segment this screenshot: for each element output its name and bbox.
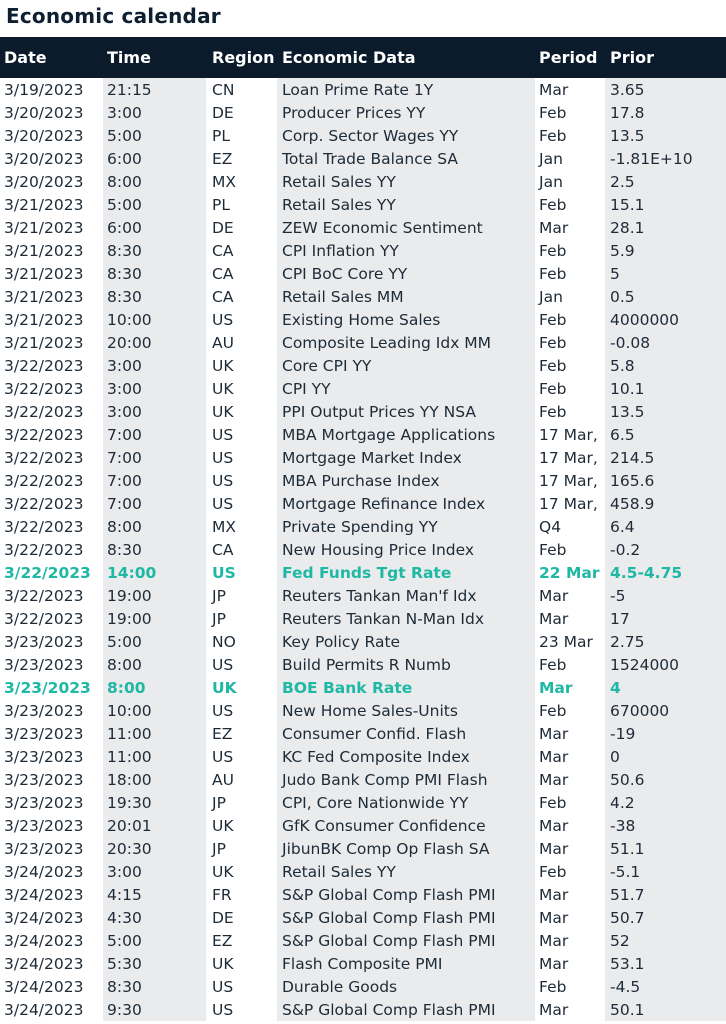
cell-region: US bbox=[212, 448, 234, 467]
cell-economic-data: New Housing Price Index bbox=[277, 538, 535, 561]
cell-region: CA bbox=[212, 241, 234, 260]
cell-period: Feb bbox=[539, 126, 567, 145]
cell-prior: 0.5 bbox=[605, 285, 726, 308]
cell-region: DE bbox=[212, 103, 234, 122]
cell-prior: 4.5-4.75 bbox=[605, 561, 726, 584]
cell-time: 8:30 bbox=[103, 538, 206, 561]
cell-date: 3/21/2023 bbox=[4, 195, 84, 214]
cell-date: 3/22/2023 bbox=[4, 448, 84, 467]
table-row-highlighted bbox=[0, 676, 726, 699]
cell-prior: 52 bbox=[605, 929, 726, 952]
cell-date: 3/21/2023 bbox=[4, 218, 84, 237]
cell-economic-data: Total Trade Balance SA bbox=[277, 147, 535, 170]
cell-date: 3/23/2023 bbox=[4, 701, 84, 720]
cell-prior: 458.9 bbox=[605, 492, 726, 515]
cell-region: UK bbox=[212, 402, 234, 421]
table-row bbox=[0, 147, 726, 170]
cell-region: US bbox=[212, 471, 234, 490]
cell-prior: 50.7 bbox=[605, 906, 726, 929]
cell-time: 20:00 bbox=[103, 331, 206, 354]
cell-region: UK bbox=[212, 862, 234, 881]
cell-economic-data: S&P Global Comp Flash PMI bbox=[277, 906, 535, 929]
cell-economic-data: Retail Sales MM bbox=[277, 285, 535, 308]
cell-time: 8:00 bbox=[103, 170, 206, 193]
cell-date: 3/24/2023 bbox=[4, 954, 84, 973]
cell-date: 3/22/2023 bbox=[4, 425, 84, 444]
cell-period: Q4 bbox=[539, 517, 562, 536]
cell-region: US bbox=[212, 747, 234, 766]
cell-economic-data: Private Spending YY bbox=[277, 515, 535, 538]
cell-time: 20:01 bbox=[103, 814, 206, 837]
cell-date: 3/22/2023 bbox=[4, 517, 84, 536]
cell-period: Jan bbox=[539, 149, 563, 168]
table-row bbox=[0, 906, 726, 929]
cell-date: 3/21/2023 bbox=[4, 310, 84, 329]
table-row bbox=[0, 722, 726, 745]
cell-economic-data: Core CPI YY bbox=[277, 354, 535, 377]
table-row bbox=[0, 423, 726, 446]
cell-date: 3/22/2023 bbox=[4, 356, 84, 375]
cell-region: FR bbox=[212, 885, 232, 904]
economic-calendar-table bbox=[0, 37, 726, 1021]
cell-period: 17 Mar, bbox=[539, 425, 598, 444]
cell-date: 3/22/2023 bbox=[4, 609, 84, 628]
cell-prior: 50.1 bbox=[605, 998, 726, 1021]
cell-time: 14:00 bbox=[103, 561, 206, 584]
column-header-region[interactable]: Region bbox=[212, 48, 275, 67]
cell-economic-data: Durable Goods bbox=[277, 975, 535, 998]
cell-time: 19:00 bbox=[103, 607, 206, 630]
cell-date: 3/23/2023 bbox=[4, 724, 84, 743]
cell-period: Mar bbox=[539, 218, 569, 237]
cell-economic-data: MBA Mortgage Applications bbox=[277, 423, 535, 446]
cell-time: 21:15 bbox=[103, 78, 206, 101]
cell-time: 20:30 bbox=[103, 837, 206, 860]
page-title: Economic calendar bbox=[6, 4, 221, 28]
cell-economic-data: PPI Output Prices YY NSA bbox=[277, 400, 535, 423]
cell-period: 17 Mar, bbox=[539, 471, 598, 490]
cell-prior: 4.2 bbox=[605, 791, 726, 814]
cell-economic-data: CPI Inflation YY bbox=[277, 239, 535, 262]
table-row bbox=[0, 239, 726, 262]
cell-region: DE bbox=[212, 218, 234, 237]
cell-region: US bbox=[212, 977, 234, 996]
cell-economic-data: CPI BoC Core YY bbox=[277, 262, 535, 285]
cell-period: Feb bbox=[539, 701, 567, 720]
cell-economic-data: Key Policy Rate bbox=[277, 630, 535, 653]
cell-region: US bbox=[212, 425, 234, 444]
cell-economic-data: Composite Leading Idx MM bbox=[277, 331, 535, 354]
cell-prior: 53.1 bbox=[605, 952, 726, 975]
cell-period: Feb bbox=[539, 862, 567, 881]
cell-region: PL bbox=[212, 195, 230, 214]
table-row bbox=[0, 929, 726, 952]
table-row bbox=[0, 354, 726, 377]
cell-period: 17 Mar, bbox=[539, 448, 598, 467]
cell-date: 3/22/2023 bbox=[4, 494, 84, 513]
table-row bbox=[0, 170, 726, 193]
cell-economic-data: S&P Global Comp Flash PMI bbox=[277, 883, 535, 906]
cell-time: 11:00 bbox=[103, 745, 206, 768]
column-header-period[interactable]: Period bbox=[539, 48, 598, 67]
cell-date: 3/24/2023 bbox=[4, 885, 84, 904]
cell-time: 7:00 bbox=[103, 492, 206, 515]
cell-period: Mar bbox=[539, 908, 569, 927]
table-row bbox=[0, 400, 726, 423]
cell-time: 3:00 bbox=[103, 860, 206, 883]
cell-time: 8:30 bbox=[103, 262, 206, 285]
cell-economic-data: S&P Global Comp Flash PMI bbox=[277, 929, 535, 952]
cell-date: 3/21/2023 bbox=[4, 333, 84, 352]
cell-economic-data: Consumer Confid. Flash bbox=[277, 722, 535, 745]
cell-time: 8:00 bbox=[103, 653, 206, 676]
cell-prior: 51.7 bbox=[605, 883, 726, 906]
cell-region: US bbox=[212, 310, 234, 329]
cell-prior: 5.8 bbox=[605, 354, 726, 377]
cell-time: 19:30 bbox=[103, 791, 206, 814]
cell-region: PL bbox=[212, 126, 230, 145]
cell-region: UK bbox=[212, 356, 234, 375]
cell-economic-data: Producer Prices YY bbox=[277, 101, 535, 124]
cell-period: Mar bbox=[539, 954, 569, 973]
cell-period: 17 Mar, bbox=[539, 494, 598, 513]
cell-economic-data: Mortgage Refinance Index bbox=[277, 492, 535, 515]
cell-time: 3:00 bbox=[103, 101, 206, 124]
cell-time: 5:30 bbox=[103, 952, 206, 975]
cell-prior: 15.1 bbox=[605, 193, 726, 216]
table-row bbox=[0, 584, 726, 607]
cell-time: 5:00 bbox=[103, 124, 206, 147]
cell-region: JP bbox=[212, 586, 226, 605]
cell-period: Feb bbox=[539, 264, 567, 283]
cell-economic-data: S&P Global Comp Flash PMI bbox=[277, 998, 535, 1021]
cell-time: 10:00 bbox=[103, 308, 206, 331]
table-row bbox=[0, 653, 726, 676]
cell-region: UK bbox=[212, 954, 234, 973]
cell-prior: -5 bbox=[605, 584, 726, 607]
cell-region: CA bbox=[212, 540, 234, 559]
cell-period: Mar bbox=[539, 724, 569, 743]
table-row bbox=[0, 607, 726, 630]
cell-period: Feb bbox=[539, 977, 567, 996]
cell-prior: -1.81E+10 bbox=[605, 147, 726, 170]
table-row bbox=[0, 262, 726, 285]
cell-economic-data: BOE Bank Rate bbox=[277, 676, 535, 699]
cell-region: US bbox=[212, 563, 236, 582]
cell-region: EZ bbox=[212, 931, 233, 950]
cell-date: 3/23/2023 bbox=[4, 655, 84, 674]
cell-prior: 1524000 bbox=[605, 653, 726, 676]
cell-prior: 2.5 bbox=[605, 170, 726, 193]
cell-period: 23 Mar bbox=[539, 632, 593, 651]
cell-time: 6:00 bbox=[103, 216, 206, 239]
cell-prior: 17 bbox=[605, 607, 726, 630]
table-row bbox=[0, 193, 726, 216]
cell-economic-data: Fed Funds Tgt Rate bbox=[277, 561, 535, 584]
cell-date: 3/24/2023 bbox=[4, 908, 84, 927]
cell-region: AU bbox=[212, 770, 234, 789]
cell-region: EZ bbox=[212, 724, 233, 743]
cell-date: 3/22/2023 bbox=[4, 379, 84, 398]
table-row bbox=[0, 285, 726, 308]
cell-prior: 10.1 bbox=[605, 377, 726, 400]
cell-economic-data: JibunBK Comp Op Flash SA bbox=[277, 837, 535, 860]
cell-region: MX bbox=[212, 517, 236, 536]
cell-period: Feb bbox=[539, 333, 567, 352]
cell-time: 6:00 bbox=[103, 147, 206, 170]
table-row bbox=[0, 469, 726, 492]
cell-period: Mar bbox=[539, 1000, 569, 1019]
cell-economic-data: CPI YY bbox=[277, 377, 535, 400]
cell-prior: 5.9 bbox=[605, 239, 726, 262]
cell-region: UK bbox=[212, 816, 234, 835]
cell-date: 3/23/2023 bbox=[4, 632, 84, 651]
cell-period: Feb bbox=[539, 379, 567, 398]
column-header-economic-data[interactable]: Economic Data bbox=[282, 48, 416, 67]
cell-date: 3/22/2023 bbox=[4, 586, 84, 605]
cell-date: 3/24/2023 bbox=[4, 862, 84, 881]
table-row bbox=[0, 492, 726, 515]
cell-prior: 2.75 bbox=[605, 630, 726, 653]
cell-prior: 4 bbox=[605, 676, 726, 699]
cell-period: Feb bbox=[539, 241, 567, 260]
cell-date: 3/24/2023 bbox=[4, 931, 84, 950]
cell-economic-data: CPI, Core Nationwide YY bbox=[277, 791, 535, 814]
cell-date: 3/21/2023 bbox=[4, 241, 84, 260]
cell-region: CA bbox=[212, 287, 234, 306]
cell-time: 8:30 bbox=[103, 285, 206, 308]
cell-period: Feb bbox=[539, 793, 567, 812]
cell-economic-data: MBA Purchase Index bbox=[277, 469, 535, 492]
cell-economic-data: Reuters Tankan N-Man Idx bbox=[277, 607, 535, 630]
cell-date: 3/23/2023 bbox=[4, 678, 91, 697]
cell-time: 11:00 bbox=[103, 722, 206, 745]
cell-time: 19:00 bbox=[103, 584, 206, 607]
cell-period: Mar bbox=[539, 678, 573, 697]
cell-time: 5:00 bbox=[103, 193, 206, 216]
table-body bbox=[0, 78, 726, 1021]
table-row bbox=[0, 377, 726, 400]
cell-region: MX bbox=[212, 172, 236, 191]
cell-time: 3:00 bbox=[103, 400, 206, 423]
cell-prior: -4.5 bbox=[605, 975, 726, 998]
cell-time: 7:00 bbox=[103, 423, 206, 446]
cell-time: 9:30 bbox=[103, 998, 206, 1021]
cell-period: Mar bbox=[539, 80, 569, 99]
cell-time: 5:00 bbox=[103, 630, 206, 653]
table-row bbox=[0, 952, 726, 975]
cell-date: 3/23/2023 bbox=[4, 747, 84, 766]
cell-period: Mar bbox=[539, 839, 569, 858]
cell-time: 4:15 bbox=[103, 883, 206, 906]
cell-date: 3/23/2023 bbox=[4, 816, 84, 835]
cell-prior: -5.1 bbox=[605, 860, 726, 883]
cell-economic-data: Retail Sales YY bbox=[277, 170, 535, 193]
cell-time: 5:00 bbox=[103, 929, 206, 952]
table-row bbox=[0, 446, 726, 469]
table-row bbox=[0, 331, 726, 354]
cell-region: JP bbox=[212, 839, 226, 858]
cell-period: Jan bbox=[539, 287, 563, 306]
cell-period: Mar bbox=[539, 885, 569, 904]
cell-period: Mar bbox=[539, 770, 569, 789]
cell-period: Feb bbox=[539, 356, 567, 375]
cell-prior: -0.08 bbox=[605, 331, 726, 354]
cell-period: Feb bbox=[539, 310, 567, 329]
cell-prior: 51.1 bbox=[605, 837, 726, 860]
cell-period: Feb bbox=[539, 655, 567, 674]
cell-economic-data: Corp. Sector Wages YY bbox=[277, 124, 535, 147]
cell-prior: 6.4 bbox=[605, 515, 726, 538]
cell-prior: 6.5 bbox=[605, 423, 726, 446]
cell-prior: 17.8 bbox=[605, 101, 726, 124]
cell-economic-data: Loan Prime Rate 1Y bbox=[277, 78, 535, 101]
cell-region: EZ bbox=[212, 149, 233, 168]
cell-time: 3:00 bbox=[103, 377, 206, 400]
cell-economic-data: Judo Bank Comp PMI Flash bbox=[277, 768, 535, 791]
table-header bbox=[0, 37, 726, 78]
cell-date: 3/22/2023 bbox=[4, 402, 84, 421]
cell-economic-data: KC Fed Composite Index bbox=[277, 745, 535, 768]
cell-date: 3/22/2023 bbox=[4, 563, 91, 582]
cell-economic-data: Existing Home Sales bbox=[277, 308, 535, 331]
cell-economic-data: ZEW Economic Sentiment bbox=[277, 216, 535, 239]
column-header-time[interactable]: Time bbox=[107, 48, 151, 67]
cell-prior: 13.5 bbox=[605, 400, 726, 423]
cell-period: Mar bbox=[539, 816, 569, 835]
table-row bbox=[0, 768, 726, 791]
cell-prior: -19 bbox=[605, 722, 726, 745]
cell-region: US bbox=[212, 1000, 234, 1019]
table-row bbox=[0, 998, 726, 1021]
cell-date: 3/22/2023 bbox=[4, 471, 84, 490]
cell-prior: 28.1 bbox=[605, 216, 726, 239]
cell-prior: 3.65 bbox=[605, 78, 726, 101]
cell-date: 3/20/2023 bbox=[4, 126, 84, 145]
cell-period: Feb bbox=[539, 195, 567, 214]
cell-prior: 214.5 bbox=[605, 446, 726, 469]
cell-prior: -0.2 bbox=[605, 538, 726, 561]
cell-period: Mar bbox=[539, 747, 569, 766]
column-header-date[interactable]: Date bbox=[4, 48, 47, 67]
cell-date: 3/23/2023 bbox=[4, 839, 84, 858]
cell-region: US bbox=[212, 494, 234, 513]
cell-time: 7:00 bbox=[103, 469, 206, 492]
cell-economic-data: GfK Consumer Confidence bbox=[277, 814, 535, 837]
cell-prior: -38 bbox=[605, 814, 726, 837]
table-row bbox=[0, 308, 726, 331]
table-row bbox=[0, 216, 726, 239]
cell-region: CA bbox=[212, 264, 234, 283]
cell-region: DE bbox=[212, 908, 234, 927]
table-row bbox=[0, 814, 726, 837]
cell-date: 3/23/2023 bbox=[4, 770, 84, 789]
cell-period: Mar bbox=[539, 609, 569, 628]
cell-period: Feb bbox=[539, 103, 567, 122]
cell-time: 8:00 bbox=[103, 676, 206, 699]
table-row bbox=[0, 883, 726, 906]
cell-date: 3/19/2023 bbox=[4, 80, 84, 99]
cell-prior: 165.6 bbox=[605, 469, 726, 492]
cell-period: 22 Mar bbox=[539, 563, 600, 582]
table-row bbox=[0, 538, 726, 561]
cell-region: UK bbox=[212, 379, 234, 398]
cell-economic-data: Flash Composite PMI bbox=[277, 952, 535, 975]
cell-time: 3:00 bbox=[103, 354, 206, 377]
cell-date: 3/20/2023 bbox=[4, 103, 84, 122]
cell-date: 3/24/2023 bbox=[4, 977, 84, 996]
cell-date: 3/22/2023 bbox=[4, 540, 84, 559]
cell-period: Jan bbox=[539, 172, 563, 191]
table-row bbox=[0, 837, 726, 860]
cell-region: JP bbox=[212, 793, 226, 812]
table-row bbox=[0, 124, 726, 147]
cell-time: 8:30 bbox=[103, 239, 206, 262]
cell-time: 7:00 bbox=[103, 446, 206, 469]
cell-region: US bbox=[212, 655, 234, 674]
cell-time: 8:00 bbox=[103, 515, 206, 538]
column-header-prior[interactable]: Prior bbox=[610, 48, 654, 67]
table-row bbox=[0, 515, 726, 538]
cell-time: 8:30 bbox=[103, 975, 206, 998]
cell-economic-data: Mortgage Market Index bbox=[277, 446, 535, 469]
cell-economic-data: Reuters Tankan Man'f Idx bbox=[277, 584, 535, 607]
table-row bbox=[0, 101, 726, 124]
cell-prior: 50.6 bbox=[605, 768, 726, 791]
table-row bbox=[0, 745, 726, 768]
table-row bbox=[0, 791, 726, 814]
cell-prior: 4000000 bbox=[605, 308, 726, 331]
cell-period: Feb bbox=[539, 402, 567, 421]
cell-region: NO bbox=[212, 632, 236, 651]
cell-region: AU bbox=[212, 333, 234, 352]
cell-date: 3/21/2023 bbox=[4, 264, 84, 283]
cell-date: 3/20/2023 bbox=[4, 172, 84, 191]
table-row bbox=[0, 699, 726, 722]
table-row bbox=[0, 78, 726, 101]
cell-economic-data: Retail Sales YY bbox=[277, 193, 535, 216]
cell-region: CN bbox=[212, 80, 235, 99]
cell-economic-data: New Home Sales-Units bbox=[277, 699, 535, 722]
cell-period: Feb bbox=[539, 540, 567, 559]
cell-period: Mar bbox=[539, 586, 569, 605]
cell-date: 3/21/2023 bbox=[4, 287, 84, 306]
cell-region: JP bbox=[212, 609, 226, 628]
table-row-highlighted bbox=[0, 561, 726, 584]
cell-period: Mar bbox=[539, 931, 569, 950]
table-row bbox=[0, 630, 726, 653]
table-row bbox=[0, 860, 726, 883]
cell-region: US bbox=[212, 701, 234, 720]
cell-prior: 0 bbox=[605, 745, 726, 768]
cell-prior: 670000 bbox=[605, 699, 726, 722]
cell-economic-data: Build Permits R Numb bbox=[277, 653, 535, 676]
cell-date: 3/23/2023 bbox=[4, 793, 84, 812]
cell-time: 4:30 bbox=[103, 906, 206, 929]
cell-economic-data: Retail Sales YY bbox=[277, 860, 535, 883]
cell-date: 3/20/2023 bbox=[4, 149, 84, 168]
cell-prior: 13.5 bbox=[605, 124, 726, 147]
cell-prior: 5 bbox=[605, 262, 726, 285]
cell-time: 18:00 bbox=[103, 768, 206, 791]
cell-region: UK bbox=[212, 678, 237, 697]
table-row bbox=[0, 975, 726, 998]
cell-time: 10:00 bbox=[103, 699, 206, 722]
cell-date: 3/24/2023 bbox=[4, 1000, 84, 1019]
